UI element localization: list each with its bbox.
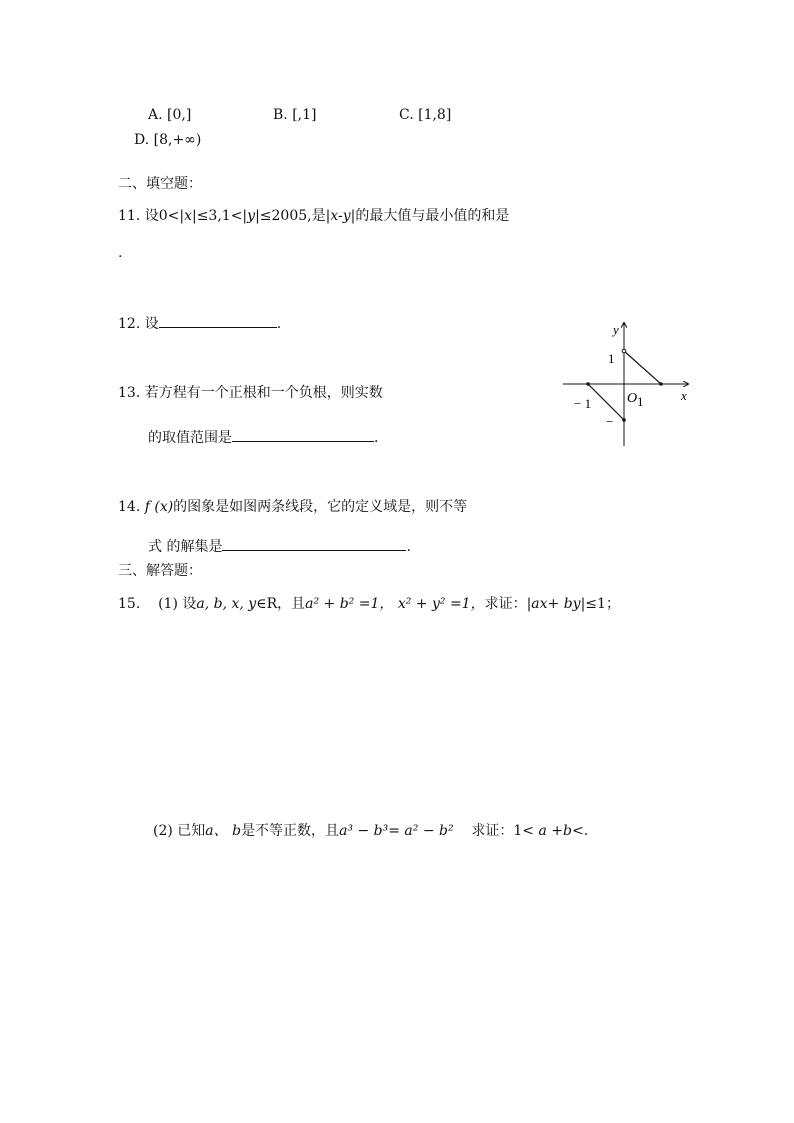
q15-eq2: x² + y² =1， — [397, 596, 485, 612]
q13-line2: 的取值范围是 — [148, 430, 232, 446]
q15-eq1: a² + b² =1， — [305, 596, 394, 612]
q11-x-minus-y: x-y — [330, 208, 351, 224]
q15-part2-c: 求证：1< — [471, 823, 535, 839]
x-axis-label: x — [681, 388, 687, 403]
endpoint-left — [586, 382, 590, 386]
q11-answer-dot: . — [118, 245, 123, 261]
question-14 — [118, 498, 467, 516]
q15-part2-a: 已知 — [177, 823, 206, 839]
section-2-heading: 二、填空题： — [118, 176, 202, 192]
q15-eq3: a³ − b³= a² − b² — [339, 823, 454, 839]
q15-expr: ax+ by — [531, 596, 581, 612]
x-neg-one-label: − 1 — [574, 396, 592, 411]
q15-part2-label: (2) — [153, 823, 173, 839]
q13-line-2 — [148, 427, 378, 447]
q15-number: 15. — [118, 596, 141, 612]
q15-ab: a、 b — [205, 823, 242, 839]
q12-answer-blank[interactable] — [159, 313, 277, 328]
option-c: C. [1,8] — [399, 107, 452, 123]
y-neg-label: − — [606, 414, 614, 429]
question-13 — [118, 384, 383, 402]
q14-end: . — [406, 539, 411, 555]
q13-number: 13. — [118, 385, 141, 401]
y-axis-label: y — [613, 322, 619, 337]
endpoint-open-top — [622, 349, 626, 353]
q15-part1-label: (1) — [158, 596, 178, 612]
endpoint-right — [659, 382, 663, 386]
x-one-label: 1 — [637, 394, 644, 409]
q11-text-c: |≤2005,是| — [255, 208, 331, 224]
section-3-heading: 三、解答题： — [118, 563, 202, 579]
q11-y: y — [247, 208, 256, 224]
q15-part1-a: 设 — [182, 596, 197, 612]
q12-end: . — [276, 316, 282, 332]
y-one-label: 1 — [608, 351, 615, 366]
origin-label: O — [627, 391, 638, 406]
question-11 — [118, 207, 509, 225]
q15-in-r: ∈R，且 — [256, 596, 306, 612]
option-d: D. [8,+∞) — [134, 132, 202, 148]
q15-vars: a, b, x, y — [196, 596, 257, 612]
q12-text: 设 — [144, 316, 159, 332]
q11-number: 11. — [118, 208, 141, 224]
q14-number: 14. — [118, 499, 141, 515]
q14-answer-blank[interactable] — [222, 536, 406, 551]
q15-sum: a +b — [538, 823, 572, 839]
q13-end: . — [374, 430, 379, 446]
q11-text-d: |的最大值与最小值的和是 — [350, 208, 510, 224]
q11-text-a: 设0<| — [144, 208, 185, 224]
q14-line1: 的图象是如图两条线段，它的定义域是，则不等 — [173, 499, 468, 515]
q15-prove: 求证：| — [484, 596, 532, 612]
q11-text-b: |≤3,1<| — [191, 208, 248, 224]
q12-number: 12. — [118, 316, 141, 332]
question-15-part-1 — [118, 595, 620, 613]
q13-answer-blank[interactable] — [232, 427, 374, 442]
question-15-part-2 — [153, 822, 588, 840]
q15-part2-b: 是不等正数，且 — [241, 823, 340, 839]
q14-line-2 — [148, 536, 411, 556]
endpoint-bottom — [622, 418, 626, 422]
option-b: B. [,1] — [273, 107, 317, 123]
q15-part2-end: <. — [571, 823, 589, 839]
q15-tail: |≤1； — [580, 596, 620, 612]
q13-line1: 若方程有一个正根和一个负根，则实数 — [144, 385, 383, 401]
function-graph — [560, 318, 695, 453]
q14-fx: f (x) — [144, 499, 174, 515]
option-a: A. [0,] — [148, 107, 192, 123]
q14-line2: 式 的解集是 — [148, 539, 223, 555]
q11-x: x — [184, 208, 192, 224]
segment-right — [624, 351, 661, 384]
question-12 — [118, 313, 281, 333]
